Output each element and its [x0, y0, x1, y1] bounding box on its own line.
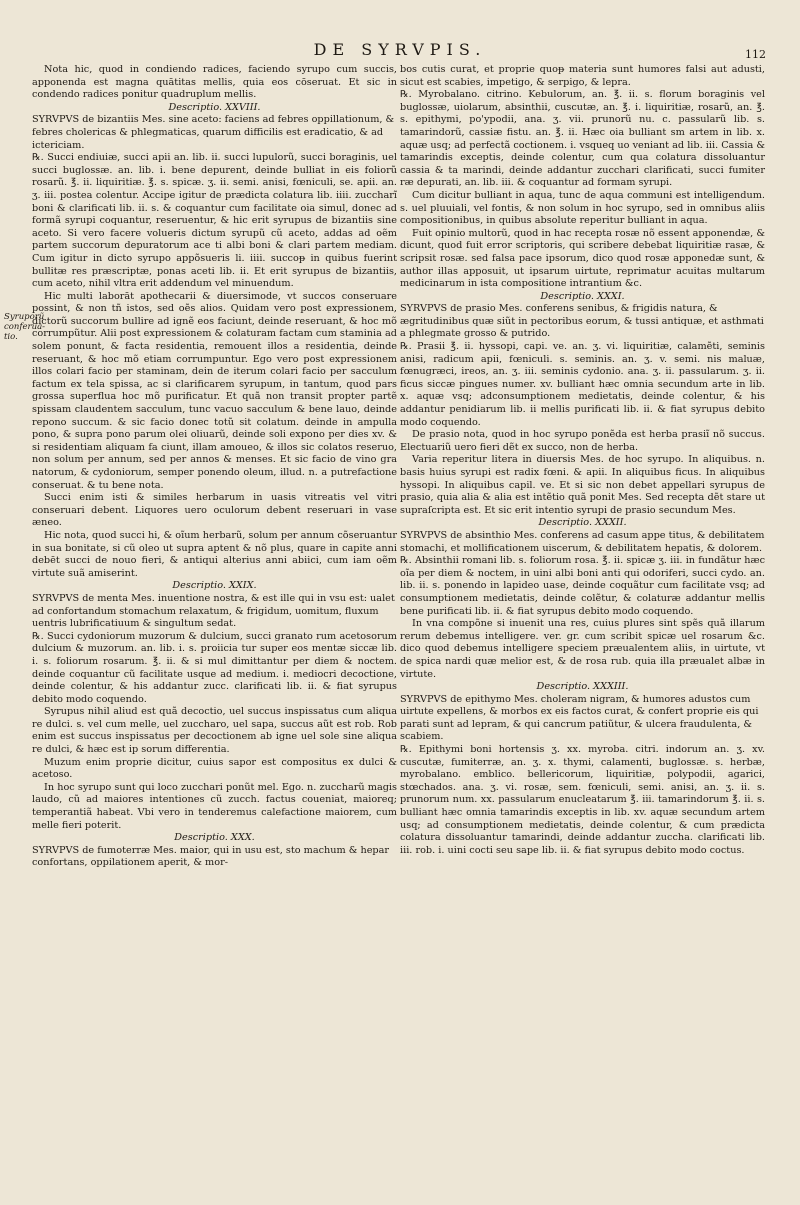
paragraph: SYRVPVS de fumoterræ Mes. maior, qui in usu est, sto machum & hepar confortans, oppilationem aperit, & mor-: [32, 844, 390, 869]
paragraph: Succi enim isti & similes herbarum in uasis vitreatis vel vitri conseruari debent. Liquores uero oculorum debent reseruari in vase æneo.: [32, 492, 397, 529]
running-head: DE SYRVPIS.: [313, 40, 487, 59]
section-heading: Descriptio. XXXIII.: [536, 681, 629, 693]
section-heading: Descriptio. XXVIII.: [168, 101, 261, 113]
paragraph: Muzum enim proprie dicitur, cuius sapor est compositus ex dulci & acetoso.: [32, 756, 397, 781]
paragraph: SYRVPVS de bizantiis Mes. sine aceto: faciens ad febres oppillationum, & febres cholericas & phlegmaticas, quarum difficilis est eradicatio, & ad ictericiam.: [32, 114, 395, 151]
section-heading: Descriptio. XXIX.: [172, 580, 257, 592]
margin-note: Syruporũ conferua-tio.: [4, 312, 46, 342]
paragraph: bos cutis curat, et proprie quoᵽ materia sunt humores falsi aut adusti, sicut est scabies, impetigo, & serpigo, & lepra.: [400, 64, 765, 88]
paragraph: Hic multi laborāt apothecarii & diuersimode, vt succos conseruare possint, & non tñ istos, sed oẽs alios. Quidam vero post expressionem, dictorũ succorum bullire ad ignẽ eos faciunt, deinde reseruant, & hoc mõ corrumpũtur. Alii post expressionem & colaturam factam cum staminia ad solem ponunt, & facta residentia, remouent illos a residentia, deinde reseruant, & hoc mõ etiam corrumpuntur. Ego vero post expressionem illos colari facio per staminam, dein de iterum colari facio per sacculum factum ex tela spissa, ac si clarificarem syrupum, in tantum, quod pars grossa superflua hoc mõ purificatur. Et quã non transit propter partẽ spissam claudentem sacculum, tunc vacuo sacculum & bene lauo, deinde repono succum. & sic facio donec totũ sit colatum. deinde in ampulla pono, & supra pono parum olei oliuarũ, deinde soli expono per dies xv. & si residentiam aliquam fa ciunt, illam amoueo, & illos sic colatos reseruo, non solum per annum, sed per annos & menses. Et sic facio de vino gra natorum, & cydoniorum, semper ponendo oleum, illud. n. a putrefactione conseruat. & tu bene nota.: [32, 290, 397, 491]
recipe-paragraph: ℞. Prasii ℥. ii. hyssopi, capi. ve. an. ʒ. vi. liquiritiæ, calamẽti, seminis anisi, radicum apii, fœniculi. s. seminis. an. ʒ. v. semi. nis maluæ, fœnugræci, ireos, an. ʒ. iii. seminis cydonio. ana. ʒ. ii. passularum. ʒ. ii. ficus siccæ pingues numer. xv. bulliant hæc omnia secundum arte in lib. x. aquæ vsq; adconsumptionem medietatis, deinde colentur, & his addantur penidiarum lib. ii mellis purificati lib. ii. & fiat syrupus debito modo coquendo.: [400, 341, 765, 428]
paragraph: Cum dicitur bulliant in aqua, tunc de aqua communi est intelligendum. s. uel pluuiali, vel fontis, & non solum in hoc syrupo, sed in omnibus aliis compositionibus, in quibus absolute reperitur bulliant in aqua.: [400, 189, 765, 227]
paragraph: SYRVPVS de absinthio Mes. conferens ad casum appe titus, & debilitatem stomachi, et mollificationem uiscerum, & debilitatem hepatis, & dolorem.: [400, 529, 765, 554]
paragraph: Syrupus nihil aliud est quã decoctio, uel succus inspissatus cum aliqua re dulci. s. vel cum melle, uel zuccharo, uel sapa, succus aũt est rob. Rob enim est succus inspissatus per decoctionem ab igne uel sole sine aliqua re dulci, & hæc est ip sorum differentia.: [32, 706, 397, 756]
paragraph: SYRVPVS de prasio Mes. conferens senibus, & frigidis natura, & ægritudinibus quæ siũt in pectoribus eorum, & tussi antiquæ, et asthmati a phlegmate grosso & putrido.: [400, 303, 764, 340]
paragraph: Fuit opinio multorũ, quod in hac recepta rosæ nõ essent apponendæ, & dicunt, quod fuit error scriptoris, qui scribere debebat liquiritiæ rasæ, & scripsit rosæ. sed falsa pace ipsorum, dico quod rosæ apponedæ sunt, & author illas apposuit, ut ipsarum uirtute, reprimatur acuitas multarum medicinarum in ista compositione intrantium &c.: [400, 227, 765, 290]
paragraph: In hoc syrupo sunt qui loco zucchari ponũt mel. Ego. n. zuccharũ magis laudo, cũ ad maiores intentiones cũ zucch. factus coueniat, maioreq; temperantiã habeat. Vbi vero in tenderemus calefactione maiorem, cum melle fieri poterit.: [32, 781, 397, 831]
paragraph: In vna compõne si inuenit una res, cuius plures sint spẽs quã illarum rerum debemus intelligere. ver. gr. cum scribit spicæ uel rosarum &c. dico quod debemus intelligere speciem præualentem aliis, in uirtute, vt de spica nardi quæ melior est, & de rosa rub. quia illa præualet albæ in virtute.: [400, 618, 765, 680]
page-number: 112: [745, 48, 766, 61]
paragraph: SYRVPVS de menta Mes. inuentione nostra, & est ille qui in vsu est: ualet ad confortandum stomachum relaxatum, & frigidum, uomitum, fluxum uentris lubrificatiuum & singultum sedat.: [32, 592, 395, 630]
paragraph: De prasio nota, quod in hoc syrupo ponẽda est herba prasiĩ nõ succus. Electuariũ uero fieri dẽt ex succo, non de herba.: [400, 429, 765, 453]
recipe-paragraph: ℞. Succi cydoniorum muzorum & dulcium, succi granato rum acetosorum dulcium & muzorum. an. lib. i. s. proiicia tur super eos mentæ siccæ lib. i. s. foliorum rosarum. ℥. ii. & si mul dimittantur per diem & noctem. deinde coquantur cũ facilitate usque ad medium. i. mediocri decoctione, deinde colentur, & his addantur zucc. clarificati lib. ii. & fiat syrupus debito modo coquendo.: [32, 630, 397, 705]
paragraph: Nota hic, quod in condiendo radices, faciendo syrupo cum succis, apponenda est magna quātitas mellis, quia eos cōseruat. Et sic in condendo radices ponitur quadruplum mellis.: [32, 64, 397, 101]
section-heading: Descriptio. XXX.: [174, 832, 255, 844]
paragraph: SYRVPVS de epithymo Mes. choleram nigram, & humores adustos cum uirtute expellens, & morbos ex eis factos curat, & confert proprie eis qui parati sunt ad lepram, & qui cancrum patiũtur, & ulcera fraudulenta, & scabiem.: [400, 693, 759, 743]
right-column: [400, 64, 765, 857]
paragraph: Varia reperitur litera in diuersis Mes. de hoc syrupo. In aliquibus. n. basis huius syrupi est radix fœni. & apii. In aliquibus ficus. In aliquibus hyssopi. In aliquibus capil. ve. Et si sic non debet appellari syrupus de prasio, quia alia & alia est intẽtio quã ponit Mes. Sed recepta dẽt stare ut supraſcripta est. Et sic erit intentio syrupi de prasio secundum Mes.: [400, 454, 765, 516]
section-heading: Descriptio. XXXII.: [538, 517, 627, 529]
left-column: [32, 64, 397, 870]
recipe-paragraph: ℞. Succi endiuiæ, succi apii an. lib. ii. succi lupulorũ, succi boraginis, uel succi buglossæ. an. lib. i. bene depurent, deinde bulliat in eis foliorũ rosarũ. ℥. ii. liquiritiæ. ℥. s. spicæ. ʒ. ii. semi. anisi, fœniculi, se. apii. an. ʒ. iii. postea colentur. Accipe igitur de prædicta colatura lib. iiii. zuccharĩ boni & clarificati lib. ii. s. & coquantur cum facilitate oia simul, donec ad formã syrupi coquantur, reseruentur, & hic erit syrupus de bizantiis sine aceto. Si vero facere volueris dictum syrupũ cũ aceto, addas ad oẽm partem succorum depuratorum ace ti albi boni & clari partem mediam. Cum igitur in dicto syrupo appõsueris li. iiii. succoᵽ in quibus fuerint bullitæ res præscriptæ, ponas aceti lib. ii. Et erit syrupus de bizantiis, cum aceto, nihil vltra erit addendum vel minuendum.: [32, 152, 397, 290]
paragraph: Hic nota, quod succi hi, & oĩum herbarũ, solum per annum cõseruantur in sua bonitate, si cũ oleo ut supra aptent & nõ plus, quare in capite anni debēt succi de nouo fieri, & antiqui alterius anni abiici, cum iam oẽm virtute suã amiserint.: [32, 529, 397, 579]
recipe-paragraph: ℞. Myrobalano. citrino. Kebulorum, an. ℥. ii. s. florum boraginis vel buglossæ, uiolarum, absinthii, cuscutæ, an. ℥. i. liquiritiæ, rosarũ, an. ℥. s. epithymi, po'ypodii, ana. ʒ. vii. prunorũ nu. c. passularũ lib. s. tamarindorũ, cassiæ fistu. an. ℥. ii. Hæc oia bulliant sm artem in lib. x. aquæ usq; ad perfectã coctionem. i. vsqueq uo veniant ad lib. iii. Cassia & tamarindis exceptis, deinde colentur, cum qua colatura dissoluantur cassia & ta marindi, deinde addantur zucchari clarificati, succi fumiter ræ depurati, an. lib. iii. & coquantur ad formam syrupi.: [400, 89, 765, 189]
recipe-paragraph: ℞. Epithymi boni hortensis ʒ. xx. myroba. citri. indorum an. ʒ. xv. cuscutæ, fumiterræ, an. ʒ. x. thymi, calamenti, buglossæ. s. herbæ, myrobalano. emblico. bellericorum, liquiritiæ, polypodii, agarici, stœchados. ana. ʒ. vi. rosæ, sem. fœniculi, semi. anisi, an. ʒ. ii. s. prunorum num. xx. passularum enucleatarum ℥. iii. tamarindorum ℥. ii. s. bulliant hæc omnia tamarindis exceptis in lib. xv. aquæ secundum artem usq; ad consumptionem medietatis, deinde colentur, & cum prædicta colatura dissoluantur tamarindi, deinde addantur zuccha. clarificati lib. iii. rob. i. uini cocti seu sape lib. ii. & fiat syrupus debito modo coctus.: [400, 744, 765, 856]
section-heading: Descriptio. XXXI.: [540, 290, 625, 302]
recipe-paragraph: ℞. Absinthii romani lib. s. foliorum rosa. ℥. ii. spicæ ʒ. iii. in fundãtur hæc oĩa per diem & noctem, in uini albi boni anti qui odoriferi, succi cydo. an. lib. ii. s. ponendo in lapideo uase, deinde coquãtur cum facilitate vsq; ad consumptionem medietatis, deinde colẽtur, & colaturæ addantur mellis bene purificati lib. ii. & fiat syrupus debito modo coquendo.: [400, 555, 765, 617]
